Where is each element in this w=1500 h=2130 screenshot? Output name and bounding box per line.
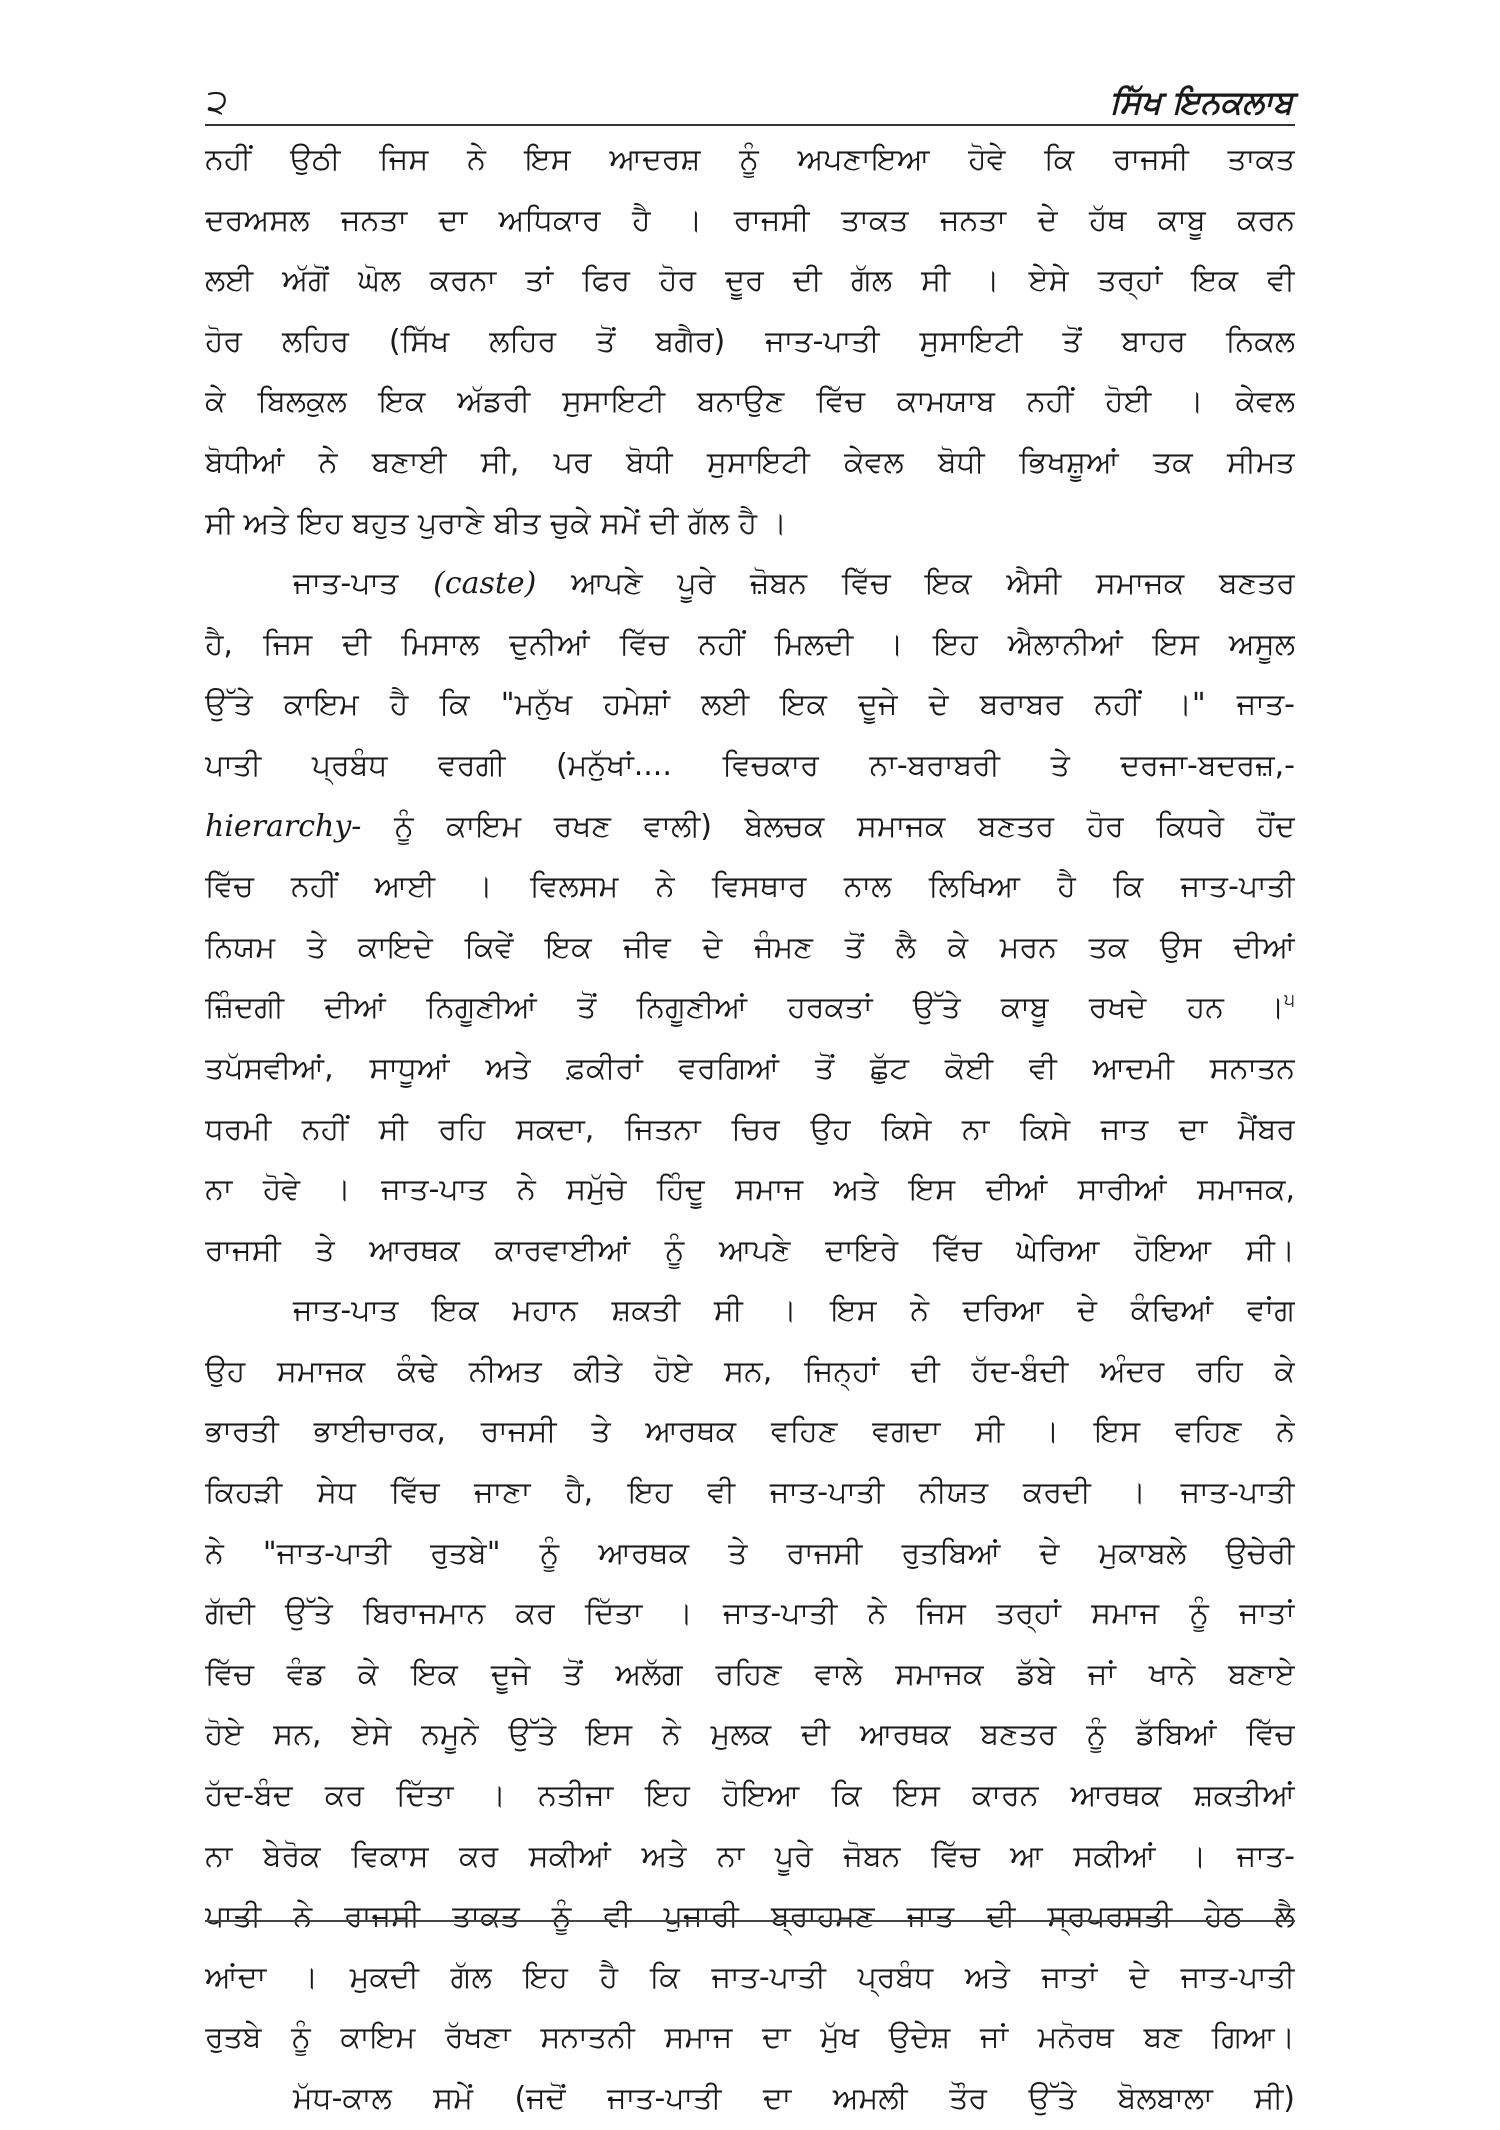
text-line: ਪਾਤੀ ਪ੍ਰਬੰਧ ਵਰਗੀ (ਮਨੁੱਖਾਂ.... ਵਿਚਕਾਰ ਨਾ-ਬਰਾਬਰੀ ਤੇ ਦਰਜਾ-ਬਦਰਜ਼,- [205,747,1295,783]
text-line: ਦਰਅਸਲ ਜਨਤਾ ਦਾ ਅਧਿਕਾਰ ਹੈ । ਰਾਜਸੀ ਤਾਕਤ ਜਨਤਾ ਦੇ ਹੱਥ ਕਾਬੂ ਕਰਨ [205,202,1295,238]
inline-english-term: hierarchy- [205,808,362,844]
text-line: ਲਈ ਅੱਗੋਂ ਘੋਲ ਕਰਨਾ ਤਾਂ ਫਿਰ ਹੋਰ ਦੂਰ ਦੀ ਗੱਲ ਸੀ । ਏਸੇ ਤਰ੍ਹਾਂ ਇਕ ਵੀ [205,263,1295,299]
text-line [205,978,1295,1039]
inline-text: ਆਪਣੇ ਪੂਰੇ ਜ਼ੋਬਨ ਵਿੱਚ ਇਕ ਐਸੀ ਸਮਾਜਕ ਬਣਤਰ [571,566,1295,602]
text-line: ਬੋਧੀਆਂ ਨੇ ਬਣਾਈ ਸੀ, ਪਰ ਬੋਧੀ ਸੁਸਾਇਟੀ ਕੇਵਲ ਬੋਧੀ ਭਿਖਸ਼ੂਆਂ ਤਕ ਸੀਮਤ [205,444,1295,480]
text-line: ਉਹ ਸਮਾਜਕ ਕੰਢੇ ਨੀਅਤ ਕੀਤੇ ਹੋਏ ਸਨ, ਜਿਨ੍ਹਾਂ ਦੀ ਹੱਦ-ਬੰਦੀ ਅੰਦਰ ਰਹਿ ਕੇ [205,1353,1295,1389]
text-line: ਨਾ ਹੋਵੇ । ਜਾਤ-ਪਾਤ ਨੇ ਸਮੁੱਚੇ ਹਿੰਦੂ ਸਮਾਜ ਅਤੇ ਇਸ ਦੀਆਂ ਸਾਰੀਆਂ ਸਮਾਜਕ, [205,1172,1295,1208]
page-header [205,62,1295,122]
text-line: ਨੇ "ਜਾਤ-ਪਾਤੀ ਰੁਤਬੇ" ਨੂੰ ਆਰਥਕ ਤੇ ਰਾਜਸੀ ਰੁਤਬਿਆਂ ਦੇ ਮੁਕਾਬਲੇ ਉਚੇਰੀ [205,1535,1295,1571]
text-line: ਉੱਤੇ ਕਾਇਮ ਹੈ ਕਿ "ਮਨੁੱਖ ਹਮੇਸ਼ਾਂ ਲਈ ਇਕ ਦੂਜੇ ਦੇ ਬਰਾਬਰ ਨਹੀਂ ।" ਜਾਤ- [205,687,1295,723]
footnote-marker: ੫ [1284,990,1295,1012]
text-line: ਨਿਯਮ ਤੇ ਕਾਇਦੇ ਕਿਵੇਂ ਇਕ ਜੀਵ ਦੇ ਜੰਮਣ ਤੋਂ ਲੈ ਕੇ ਮਰਨ ਤਕ ਉਸ ਦੀਆਂ [205,929,1295,965]
text-line: ਵਿੱਚ ਵੰਡ ਕੇ ਇਕ ਦੂਜੇ ਤੋਂ ਅਲੱਗ ਰਹਿਣ ਵਾਲੇ ਸਮਾਜਕ ਡੱਬੇ ਜਾਂ ਖਾਨੇ ਬਣਾਏ [205,1656,1295,1692]
text-line: ਨਾ ਬੇਰੋਕ ਵਿਕਾਸ ਕਰ ਸਕੀਆਂ ਅਤੇ ਨਾ ਪੂਰੇ ਜੋਬਨ ਵਿੱਚ ਆ ਸਕੀਆਂ । ਜਾਤ- [205,1838,1295,1874]
text-line: ਪਾਤੀ ਨੇ ਰਾਜਸੀ ਤਾਕਤ ਨੂੰ ਵੀ ਪੁਜਾਰੀ ਬ੍ਰਾਹਮਣ ਜਾਤ ਦੀ ਸ੍ਰਪਰਸਤੀ ਹੇਠ ਲੈ [205,1899,1295,1935]
text-line: ਗੱਦੀ ਉੱਤੇ ਬਿਰਾਜਮਾਨ ਕਰ ਦਿੱਤਾ । ਜਾਤ-ਪਾਤੀ ਨੇ ਜਿਸ ਤਰ੍ਹਾਂ ਸਮਾਜ ਨੂੰ ਜਾਤਾਂ [205,1596,1295,1632]
text-line: ਭਾਰਤੀ ਭਾਈਚਾਰਕ, ਰਾਜਸੀ ਤੇ ਆਰਥਕ ਵਹਿਣ ਵਗਦਾ ਸੀ । ਇਸ ਵਹਿਣ ਨੇ [205,1414,1295,1450]
text-line: ਸੀ ਅਤੇ ਇਹ ਬਹੁਤ ਪੁਰਾਣੇ ਬੀਤ ਚੁਕੇ ਸਮੇਂ ਦੀ ਗੱਲ ਹੈ । [205,505,787,541]
body-text [205,130,1295,2130]
text-line: ਹੋਏ ਸਨ, ਏਸੇ ਨਮੂਨੇ ਉੱਤੇ ਇਸ ਨੇ ਮੁਲਕ ਦੀ ਆਰਥਕ ਬਣਤਰ ਨੂੰ ਡੱਬਿਆਂ ਵਿੱਚ [205,1717,1295,1753]
text-line: ਹੋਰ ਲਹਿਰ (ਸਿੱਖ ਲਹਿਰ ਤੋਂ ਬਗੈਰ) ਜਾਤ-ਪਾਤੀ ਸੁਸਾਇਟੀ ਤੋਂ ਬਾਹਰ ਨਿਕਲ [205,323,1295,359]
text-line: ਕਿਹੜੀ ਸੇਧ ਵਿੱਚ ਜਾਣਾ ਹੈ, ਇਹ ਵੀ ਜਾਤ-ਪਾਤੀ ਨੀਯਤ ਕਰਦੀ । ਜਾਤ-ਪਾਤੀ [205,1475,1295,1511]
text-line: ਹੈ, ਜਿਸ ਦੀ ਮਿਸਾਲ ਦੁਨੀਆਂ ਵਿੱਚ ਨਹੀਂ ਮਿਲਦੀ । ਇਹ ਐਲਾਨੀਆਂ ਇਸ ਅਸੂਲ [205,626,1295,662]
text-line: ਮੱਧ-ਕਾਲ ਸਮੇਂ (ਜਦੋਂ ਜਾਤ-ਪਾਤੀ ਦਾ ਅਮਲੀ ਤੌਰ ਉੱਤੇ ਬੋਲਬਾਲਾ ਸੀ) [293,2081,1295,2116]
header-rule [205,124,1295,126]
text-line: ਰਾਜਸੀ ਤੇ ਆਰਥਕ ਕਾਰਵਾਈਆਂ ਨੂੰ ਆਪਣੇ ਦਾਇਰੇ ਵਿੱਚ ਘੇਰਿਆ ਹੋਇਆ ਸੀ। [205,1232,1295,1268]
page-number: ੨ [207,82,229,122]
running-head-title: ਸਿੱਖ ਇਨਕਲਾਬ [1109,83,1293,121]
text-line: ਜਾਤ-ਪਾਤ ਇਕ ਮਹਾਨ ਸ਼ਕਤੀ ਸੀ । ਇਸ ਨੇ ਦਰਿਆ ਦੇ ਕੰਢਿਆਂ ਵਾਂਗ [293,1293,1295,1329]
text-line: ਹੱਦ-ਬੰਦ ਕਰ ਦਿੱਤਾ । ਨਤੀਜਾ ਇਹ ਹੋਇਆ ਕਿ ਇਸ ਕਾਰਨ ਆਰਥਕ ਸ਼ਕਤੀਆਂ [205,1778,1295,1814]
inline-text: ਨੂੰ ਕਾਇਮ ਰਖਣ ਵਾਲੀ) ਬੇਲਚਕ ਸਮਾਜਕ ਬਣਤਰ ਹੋਰ ਕਿਧਰੇ ਹੋਂਦ [394,808,1295,844]
text-line [205,797,1295,858]
text-line: ਨਹੀਂ ਉਠੀ ਜਿਸ ਨੇ ਇਸ ਆਦਰਸ਼ ਨੂੰ ਅਪਣਾਇਆ ਹੋਵੇ ਕਿ ਰਾਜਸੀ ਤਾਕਤ [205,142,1295,177]
text-line: ਧਰਮੀ ਨਹੀਂ ਸੀ ਰਹਿ ਸਕਦਾ, ਜਿਤਨਾ ਚਿਰ ਉਹ ਕਿਸੇ ਨਾ ਕਿਸੇ ਜਾਤ ਦਾ ਮੈਂਬਰ [205,1111,1295,1147]
inline-text: ਜਾਤ-ਪਾਤ [293,566,399,602]
text-line: ਤਪੱਸਵੀਆਂ, ਸਾਧੂਆਂ ਅਤੇ ਫ਼ਕੀਰਾਂ ਵਰਗਿਆਂ ਤੋਂ ਛੁੱਟ ਕੋਈ ਵੀ ਆਦਮੀ ਸਨਾਤਨ [205,1050,1295,1086]
text-line [205,554,1295,615]
text-line: ਰੁਤਬੇ ਨੂੰ ਕਾਇਮ ਰੱਖਣਾ ਸਨਾਤਨੀ ਸਮਾਜ ਦਾ ਮੁੱਖ ਉਦੇਸ਼ ਜਾਂ ਮਨੋਰਥ ਬਣ ਗਿਆ। [205,2020,1295,2056]
inline-english-term: (caste) [433,566,537,602]
text-line: ਕੇ ਬਿਲਕੁਲ ਇਕ ਅੱਡਰੀ ਸੁਸਾਇਟੀ ਬਨਾਉਣ ਵਿੱਚ ਕਾਮਯਾਬ ਨਹੀਂ ਹੋਈ । ਕੇਵਲ [205,384,1295,420]
inline-text: ਜ਼ਿੰਦਗੀ ਦੀਆਂ ਨਿਗੂਣੀਆਂ ਤੋਂ ਨਿਗੂਣੀਆਂ ਹਰਕਤਾਂ ਉੱਤੇ ਕਾਬੂ ਰਖਦੇ ਹਨ । [205,990,1285,1026]
text-line: ਵਿੱਚ ਨਹੀਂ ਆਈ । ਵਿਲਸਮ ਨੇ ਵਿਸਥਾਰ ਨਾਲ ਲਿਖਿਆ ਹੈ ਕਿ ਜਾਤ-ਪਾਤੀ [205,869,1295,905]
book-page [205,62,1295,2116]
text-line: ਆਂਦਾ । ਮੁਕਦੀ ਗੱਲ ਇਹ ਹੈ ਕਿ ਜਾਤ-ਪਾਤੀ ਪ੍ਰਬੰਧ ਅਤੇ ਜਾਤਾਂ ਦੇ ਜਾਤ-ਪਾਤੀ [205,1959,1295,1995]
footer-rule [205,1920,1295,1922]
